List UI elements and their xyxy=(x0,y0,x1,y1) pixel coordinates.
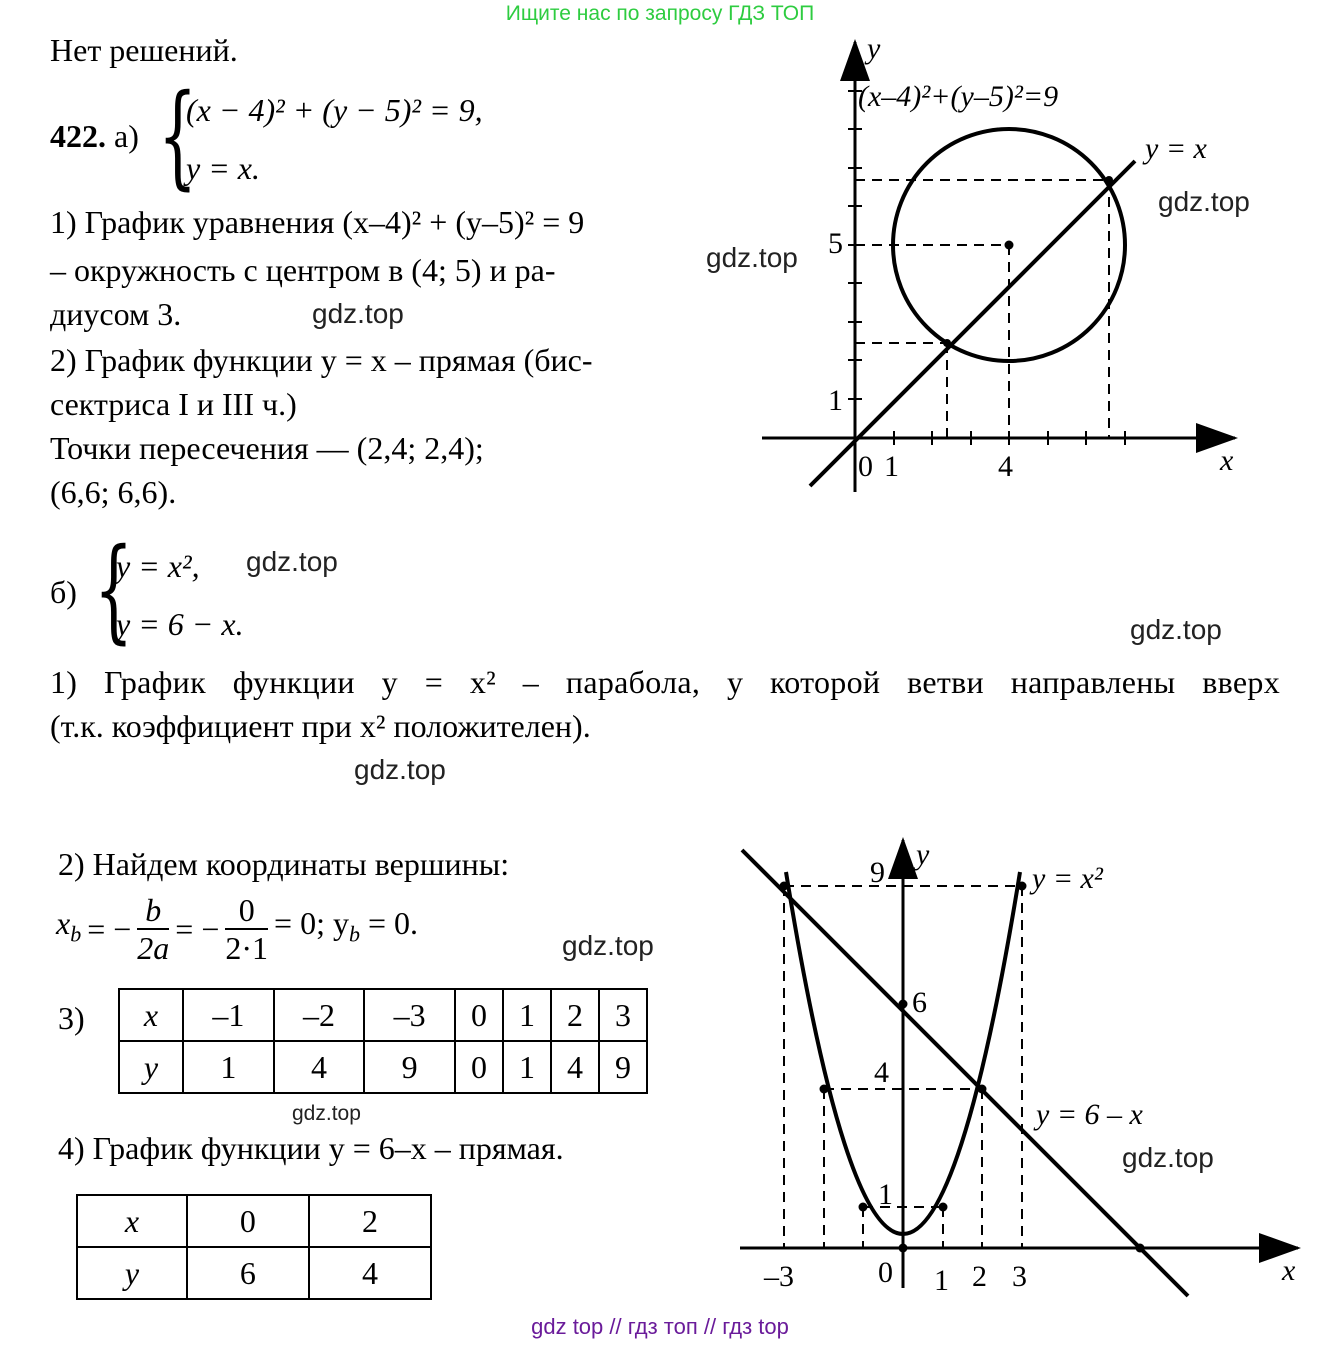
tick-label-x2: 2 xyxy=(972,1260,987,1293)
line-y-equals-6-minus-x xyxy=(742,850,1188,1296)
b-step4: 4) График функции y = 6–x – прямая. xyxy=(58,1130,564,1166)
table-row xyxy=(119,1041,647,1093)
table-row xyxy=(77,1247,431,1299)
system-b-eq2: y = 6 − x. xyxy=(116,606,244,642)
watermark: gdz.top xyxy=(562,930,654,961)
previous-answer: Нет решений. xyxy=(50,32,238,68)
tick-label-x3: 3 xyxy=(1012,1260,1027,1293)
watermark: gdz.top xyxy=(246,546,338,577)
part-b-letter: б) xyxy=(50,574,77,610)
a-points-line1: Точки пересечения — (2,4; 2,4); xyxy=(50,430,484,466)
intersection-point xyxy=(943,339,951,347)
table-cell: 4 xyxy=(309,1247,431,1299)
a-step1-line1: 1) График уравнения (x–4)² + (y–5)² = 9 xyxy=(50,204,585,240)
line-equation-label: y = x xyxy=(1145,132,1207,165)
y-axis-label: y xyxy=(867,32,881,65)
site-banner[interactable]: Ищите нас по запросу ГДЗ ТОП xyxy=(505,2,815,25)
tick-label-x0: 0 xyxy=(878,1256,893,1289)
tick-label-y9: 9 xyxy=(870,856,885,889)
watermark: gdz.top xyxy=(292,1102,361,1125)
tick-label-x0: 0 xyxy=(858,450,873,483)
watermark: gdz.top xyxy=(354,754,446,785)
tick-label-x1: 1 xyxy=(884,450,899,483)
b-step3-label: 3) xyxy=(58,1000,85,1036)
table-cell: –3 xyxy=(364,989,455,1041)
parabola-values-table xyxy=(118,988,648,1094)
b-step1-line1: 1) График функции y = x² – парабола, у которой ветви направлены вверх xyxy=(50,664,1280,700)
tick-label-y5: 5 xyxy=(828,227,843,260)
table-cell: 0 xyxy=(455,1041,503,1093)
parabola-label: y = x² xyxy=(1032,862,1103,895)
tick-label-y1: 1 xyxy=(828,384,843,417)
table-cell: 0 xyxy=(187,1195,309,1247)
a-step1-line2: – окружность с центром в (4; 5) и ра- xyxy=(50,252,556,288)
parabola-point xyxy=(1018,882,1027,891)
table-cell: –2 xyxy=(274,989,365,1041)
b-step1-line2: (т.к. коэффициент при x² положителен). xyxy=(50,708,591,744)
table-cell: 3 xyxy=(599,989,647,1041)
table-cell: 2 xyxy=(309,1195,431,1247)
b-step2: 2) Найдем координаты вершины: xyxy=(58,846,510,882)
line-values-table xyxy=(76,1194,432,1300)
watermark: gdz.top xyxy=(706,242,798,273)
table-row xyxy=(77,1195,431,1247)
tick-label-x4: 4 xyxy=(998,450,1013,483)
tick-label-y4: 4 xyxy=(874,1056,889,1089)
x-axis-label: x xyxy=(1220,444,1234,477)
system-brace-b: { xyxy=(94,525,134,655)
table-cell: 4 xyxy=(274,1041,365,1093)
system-b-eq1: y = x², xyxy=(116,548,200,584)
table-row xyxy=(119,989,647,1041)
a-step1-line3: диусом 3. xyxy=(50,296,182,332)
tick-label-y6: 6 xyxy=(912,986,927,1019)
table-cell: x xyxy=(119,989,183,1041)
watermark: gdz.top xyxy=(1130,614,1222,645)
system-a-eq1: (x − 4)² + (y − 5)² = 9, xyxy=(186,92,483,128)
line-label: y = 6 – x xyxy=(1036,1098,1143,1131)
graph-circle-line xyxy=(740,30,1300,530)
tick-label-x1: 1 xyxy=(934,1264,949,1297)
parabola-point xyxy=(780,882,789,891)
parabola-point xyxy=(859,1203,868,1212)
parabola-point xyxy=(820,1085,829,1094)
table-cell: x xyxy=(77,1195,187,1247)
system-a-eq2: y = x. xyxy=(186,150,260,186)
table-cell: 1 xyxy=(503,989,551,1041)
table-cell: 1 xyxy=(503,1041,551,1093)
tick-label-xm3: –3 xyxy=(764,1260,794,1293)
x-axis-label: x xyxy=(1282,1254,1296,1287)
table-cell: 9 xyxy=(599,1041,647,1093)
a-points-line2: (6,6; 6,6). xyxy=(50,474,177,510)
parabola-point xyxy=(978,1085,987,1094)
circle-equation-label: (x–4)²+(y–5)²=9 xyxy=(858,80,1059,113)
a-step2-line2: сектриса I и III ч.) xyxy=(50,386,297,422)
parabola-point xyxy=(939,1203,948,1212)
table-cell: 1 xyxy=(183,1041,274,1093)
table-cell: 2 xyxy=(551,989,599,1041)
table-cell: 4 xyxy=(551,1041,599,1093)
graph-parabola-line xyxy=(720,830,1310,1300)
line-point xyxy=(899,1000,908,1009)
watermark: gdz.top xyxy=(312,298,404,329)
table-cell: 6 xyxy=(187,1247,309,1299)
intersection-point xyxy=(1105,176,1113,184)
table-cell: 9 xyxy=(364,1041,455,1093)
tick-label-y1: 1 xyxy=(878,1178,893,1211)
table-cell: y xyxy=(77,1247,187,1299)
vertex-formula: $x_b$ = − $\frac{b}{2a}$ = − $\frac{0}{2\cdot 1}$ = 0; $y_b = 0$. xyxy=(56,892,419,966)
system-brace-a: { xyxy=(158,71,198,201)
y-axis-label: y xyxy=(916,838,930,871)
table-cell: 0 xyxy=(455,989,503,1041)
watermark: gdz.top xyxy=(1158,186,1250,217)
line-point xyxy=(1136,1244,1145,1253)
problem-number: 422. а) xyxy=(50,118,139,154)
table-cell: –1 xyxy=(183,989,274,1041)
table-cell: y xyxy=(119,1041,183,1093)
parabola-point xyxy=(899,1244,908,1253)
footer-links[interactable]: gdz top // гдз топ // гдз top xyxy=(531,1314,789,1339)
watermark: gdz.top xyxy=(1122,1142,1214,1173)
a-step2-line1: 2) График функции y = x – прямая (бис- xyxy=(50,342,593,378)
